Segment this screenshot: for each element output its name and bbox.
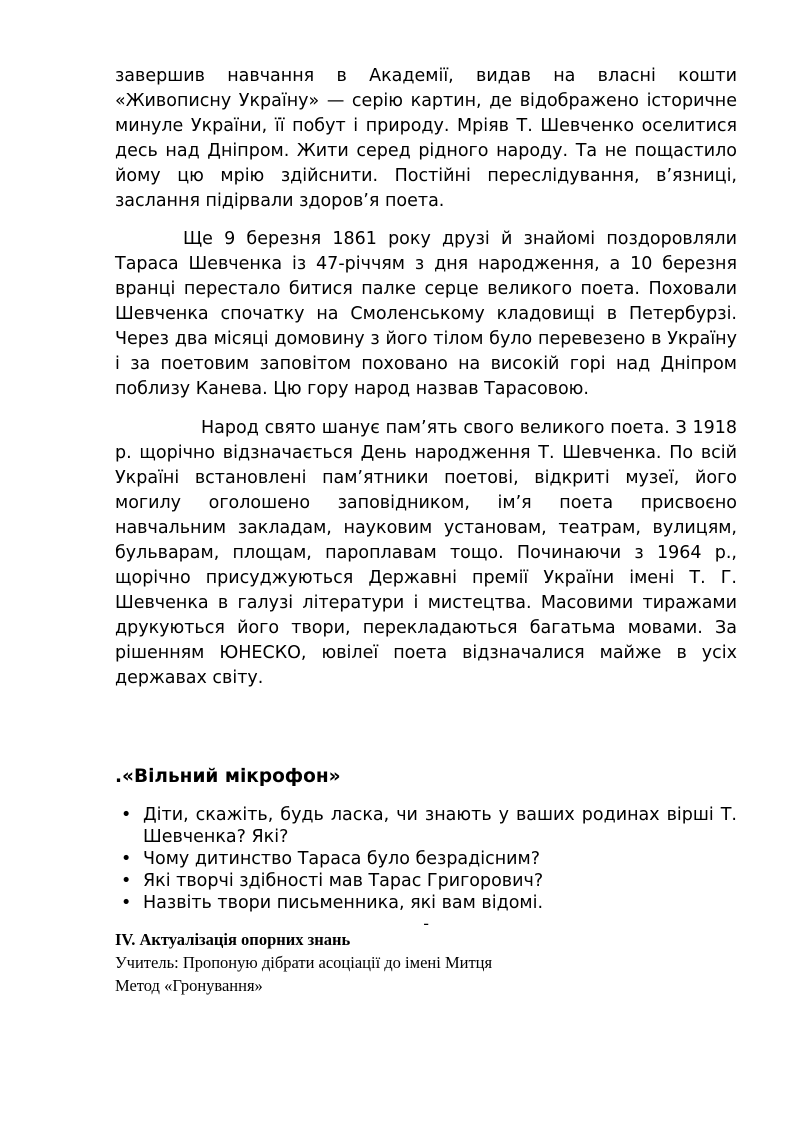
- paragraph-academy: завершив навчання в Академії, видав на власні кошти «Живописну Україну» — серію картин, де відображено історичне минуле України, її побут і природу. Мріяв Т. Шевченко оселитися десь над Дніпром. Жити серед рідного народу. Та не пощастило йому цю мрію здійснити. Постійні переслідування, в’язниці, заслання підірвали здоров’я поета.: [115, 66, 737, 211]
- bullet-icon: •: [121, 849, 132, 869]
- bullet-icon: •: [121, 805, 132, 825]
- question-text: Діти, скажіть, будь ласка, чи знають у ваших родинах вірші Т. Шевченка? Які?: [143, 805, 737, 847]
- method-line: Метод «Гронування»: [115, 976, 263, 995]
- list-item: [115, 804, 737, 848]
- document-page: [115, 64, 737, 997]
- paragraph-death: Ще 9 березня 1861 року друзі й знайомі поздоровляли Тараса Шевченка із 47-річчям з дня народження, а 10 березня вранці перестало битися палке серце великого поета. Поховали Шевченка спочатку на Смоленському кладовищі в Петербурзі. Через два місяці домовину з його тілом було перевезено в Україну і за поетовим заповітом поховано на високій горі над Дніпром поблизу Канева. Цю гору народ назвав Тарасовою.: [115, 229, 737, 399]
- paragraph-honor: Народ свято шанує пам’ять свого великого поета. З 1918 р. щорічно відзначається День народження Т. Шевченка. По всій Україні встановлені пам’ятники поетові, відкриті музеї, його могилу оголошено заповідником, ім’я поета присвоєно навчальним закладам, науковим установам, театрам, вулицям, бульварам, площам, пароплавам тощо. Починаючи з 1964 р., щорічно присуджуються Державні премії України імені Т. Г. Шевченка в галузі літератури і мистецтва. Масовими тиражами друкуються його твори, перекладаються багатьма мовами. За рішенням ЮНЕСКО, ювілеї поета відзначалися майже в усіх державах світу.: [115, 418, 737, 688]
- teacher-line: Учитель: Пропоную дібрати асоціації до імені Митця: [115, 953, 493, 972]
- question-text: Які творчі здібності мав Тарас Григорович?: [143, 871, 544, 891]
- section-title: .«Вільний мікрофон»: [115, 766, 341, 787]
- list-item: [115, 848, 737, 870]
- question-text: Чому дитинство Тараса було безрадісним?: [143, 849, 541, 869]
- list-item: [115, 892, 737, 914]
- list-item: [115, 870, 737, 892]
- stage-heading: IV. Актуалізація опорних знань: [115, 930, 351, 949]
- question-text: Назвіть твори письменника, які вам відомі.: [143, 893, 544, 913]
- dash-mark: -: [423, 914, 429, 933]
- question-list: [115, 804, 737, 914]
- bullet-icon: •: [121, 871, 132, 891]
- bullet-icon: •: [121, 893, 132, 913]
